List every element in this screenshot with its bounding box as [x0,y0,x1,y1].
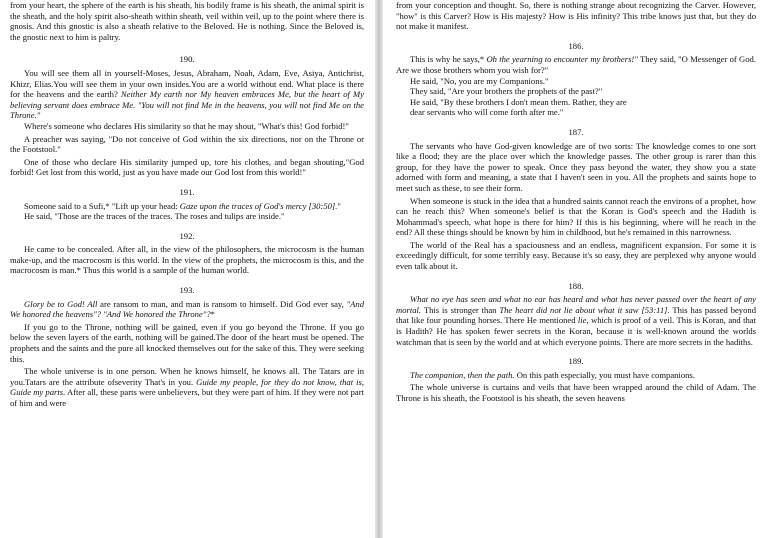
s188-quote-2: The heart did not lie about what it saw [53:11]. [499,304,670,315]
s189-quote: The companion, then the path. [410,369,515,380]
s193-p3-text: The whole universe is in one person. When he knows himself, he knows all. The Tatars are in you.Tatars are the attribute ofseverity That's in you. [10,366,364,387]
s186-text: This is why he says,* [410,54,487,65]
s188-quote-1: What no eye has seen and what no ear has heard and what has never passed over the heart of any mortal. [396,294,756,315]
section-190-paragraph-1 [10,68,364,121]
section-190-paragraph-3: A preacher was saying, "Do not conceive of God within the six directions, nor on the Throne or the Footstool." [10,133,364,155]
section-192-paragraph-1: He came to be concealed. After all, in the view of the philosophers, the microcosm is the human make-up, and the macrocosm is this world. In the view of the prophets, the microcosm is this, and the macrocosm is man.* Thus this world is a sample of the human world. [10,244,364,276]
s188-text-1: This is stronger than [421,304,500,315]
section-191-paragraph-2: He said, "Those are the traces of the traces. The roses and tulips are inside." [24,211,285,222]
s190-quote: Neither My earth nor My heaven embraces Me, but the heart of My believing servant does embrace Me. "You will not find Me in the heavens, you will not find Me on the Throne." [10,89,364,121]
section-number-192: 192. [179,230,195,241]
section-number-188: 188. [568,280,584,291]
section-187-paragraph-3: The world of the Real has a spaciousness and an endless, magnificent expansion. For some it is exceedingly difficult, for some terribly easy. Because it's so easy, they are perplexed why anyone would even talk about it. [396,239,756,272]
section-186-line-4: dear servants who will come forth after me." [410,107,564,118]
s188-text-3: which is proof of a veil. This is Koran, and that is Hadith? He has spoken fewer secrets in the Koran, because it is well-known around the worlds watchman that is seen by the world and at which everyone points. There are more secrets in the hadiths. [396,315,756,347]
s193-text: are ransom to man, and man is ransom to himself. Did God ever say, [97,298,347,309]
right-page [384,0,768,538]
section-number-187: 187. [568,126,584,137]
section-number-186: 186. [568,40,584,51]
section-187-paragraph-1: The servants who have God-given knowledge are of two sorts: The knowledge comes to one sort like a flood; they are the place over which the knowledge passes. The other group is rarer than this group, for they have the power to speak. Once they pass beyond the water, they show you a state adorned with form and meaning, a state that I haven't seen in you. All the prophets and saints hope to meet such as these, to see their form. [396,140,756,193]
s193-p3-quote: Guide my people, for they do not know, that is, Guide my parts. [10,376,364,398]
section-190-paragraph-2: Where's someone who declares His similarity so that he may shout, "What's this! God forbid!" [24,120,349,131]
right-top-paragraph: from your conception and thought. So, there is nothing strange about recognizing the Carver. However, "how" is this Carver? How is His majesty? How is His infinity? This tribe knows just that, but they do not make it manifest. [396,0,756,32]
s188-text-2: This has passed beyond that like four pounding horses. There He mentioned [396,304,756,326]
section-186-line-3: He said, "By these brothers I don't mean them. Rather, they are [410,96,627,107]
s186-rest: They said, "O Messenger of God. Are we those brothers whom you wish for?" [396,54,756,75]
section-number-193: 193. [179,285,195,296]
s191-close: " [337,200,341,211]
section-number-190: 190. [179,54,195,65]
section-188-paragraph-1 [396,294,756,347]
s188-lie: lie, [577,315,589,326]
s191-quote: Gaze upon the traces of God's mercy [30:50]. [179,200,338,211]
section-189-paragraph-1 [396,370,756,381]
section-190-paragraph-4: One of those who declare His similarity jumped up, tore his clothes, and began shouting,"God forbid! Get lost from this world, just as you have made our God lost from this world!" [10,156,364,178]
section-193-paragraph-2: If you go to the Throne, nothing will be gained, even if you go beyond the Throne. If you go below the seven layers of the earth, nothing will be gained.The door of the heart must be opened. The prophets and the saints and the pure all knocked themselves out for the sake of this. They were seeking this. [10,321,364,364]
s193-glory: Glory be to God! All [24,298,98,309]
s191-text: Someone said to a Sufi,* "Lift up your head: [24,200,180,211]
section-186-line-2: They said, "Are your brothers the prophets of the past?" [410,86,603,97]
section-186-line-1: He said, "No, you are my Companions." [410,75,549,86]
section-number-191: 191. [179,186,195,197]
s189-text: On this path especially, you must have companions. [514,369,695,380]
book-gutter [375,0,383,538]
left-page [0,0,372,538]
section-187-paragraph-2: When someone is stuck in the idea that a hundred saints cannot reach the environs of a prophet, how can he reach this? When someone's belief is that the Koran is God's speech and the Hadith is Mohammad's speech, what hope is there for him? If this is his beginning, where will he reach in the end? All these things should be known by him in childhood, but he's remained in this narrowness. [396,195,756,238]
left-top-paragraph: from your heart, the sphere of the earth is his sheath, his bodily frame is his sheath, the animal spirit is the sheath, and the holy spirit also-sheath within sheath, veil within veil, up to the point where there is gnosis. And this gnostic is also a sheath relative to the Beloved. He is nothing. Since the Beloved is, the gnostic next to him is paltry. [10,0,364,42]
section-193-paragraph-3 [10,366,364,408]
s193-quote: "And We honored the heavens"? "And We honored the Throne"? [10,298,364,320]
section-193-paragraph-1 [10,299,364,320]
section-number-189: 189. [568,356,584,367]
s193-p3-rest: After all, these parts were unbelievers, but they were part of him. If they were not part of him and were [10,387,364,408]
s186-quote: Oh the yearning to encounter my brothers!" [486,54,638,65]
section-186-paragraph-1 [396,54,756,75]
section-191-paragraph-1 [10,201,364,212]
s193-star: * [210,309,215,320]
section-189-paragraph-2: The whole universe is curtains and veils that have been wrapped around the child of Adam. The Throne is his sheath, the Footstool is his sheath, the seven heavens [396,382,756,403]
s190-text: You will see them all in yourself-Moses, Jesus, Abraham, Noah, Adam, Eve, Asiya, Antichrist, Khizr, Elias.You will see them in your own insides.You are a world without end. What place is there for the heavens and the earth? [10,67,364,100]
